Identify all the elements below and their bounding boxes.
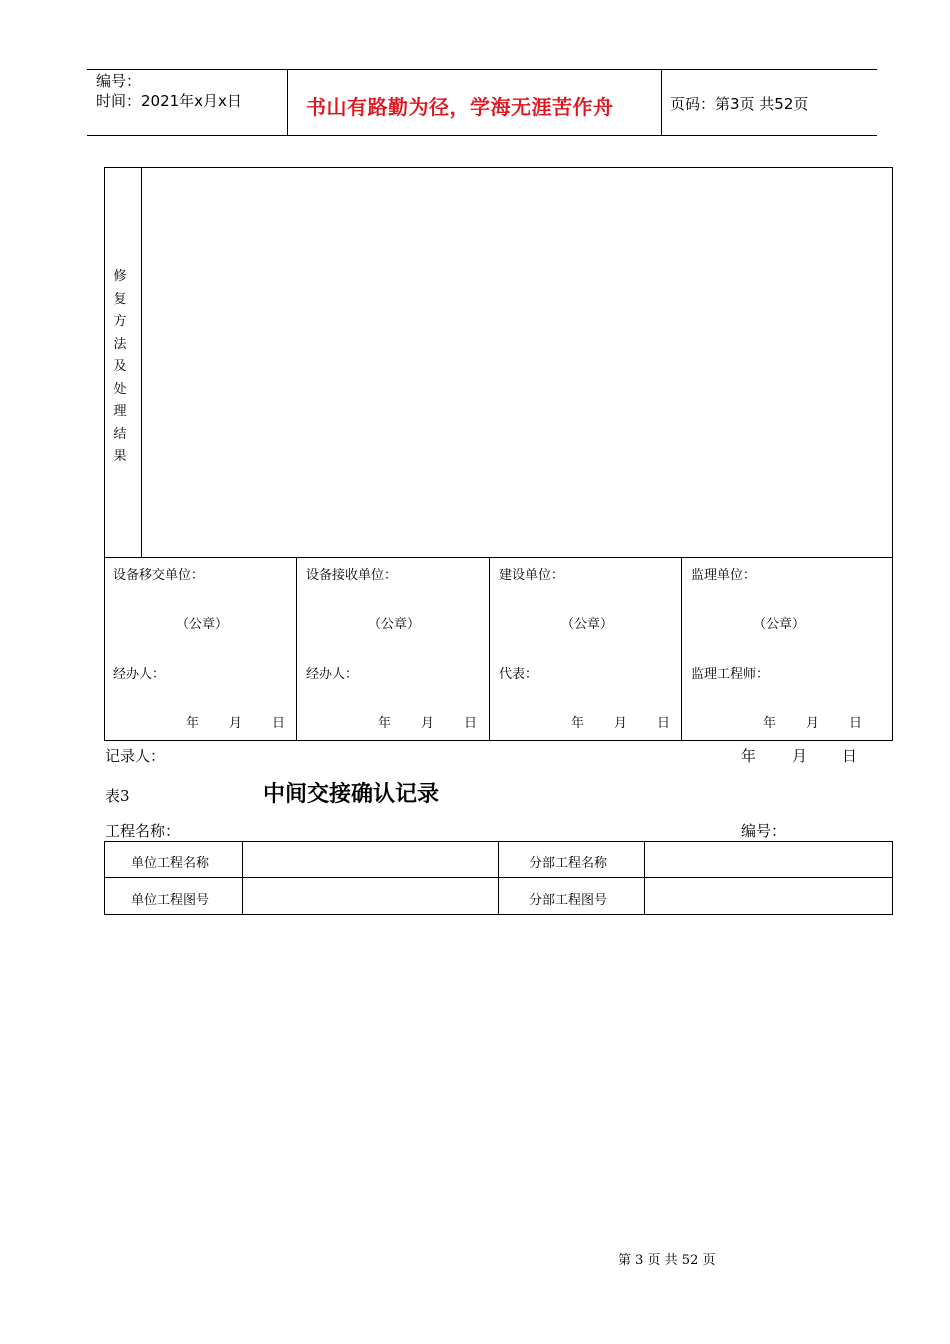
side-label-char: 法 (113, 336, 127, 352)
recorder-date-year: 年 (741, 747, 757, 765)
receiving-date-year: 年 (378, 716, 392, 731)
signature-row-divider (104, 557, 893, 558)
receiving-signer-label: 经办人： (306, 667, 359, 682)
section-title: 中间交接确认记录 (263, 782, 440, 807)
construction-date-month: 月 (614, 716, 628, 731)
handover-seal: （公章） (176, 617, 229, 632)
handover-signer-label: 经办人： (113, 667, 166, 682)
receiving-unit-label: 设备接收单位： (306, 568, 398, 583)
header-page-label: 页码：第3页 共52页 (670, 95, 809, 113)
construction-signer-label: 代表： (499, 667, 539, 682)
header-bottom-rule (87, 135, 877, 136)
supervision-date-month: 月 (806, 716, 820, 731)
signature-col-divider-2 (489, 557, 490, 741)
page-footer-number: 第 3 页 共 52 页 (618, 1253, 716, 1268)
side-label-char: 理 (113, 404, 127, 419)
project-name-label: 工程名称： (105, 822, 181, 840)
recorder-label: 记录人： (105, 747, 166, 765)
supervision-signer-label: 监理工程师： (691, 667, 770, 682)
header-time-label: 时间：2021年x月x日 (96, 92, 242, 110)
handover-date-month: 月 (229, 716, 243, 731)
construction-seal: （公章） (561, 617, 614, 632)
construction-date-day: 日 (657, 716, 671, 731)
info-col-divider-3 (644, 841, 645, 915)
receiving-seal: （公章） (368, 617, 421, 632)
recorder-date-day: 日 (842, 747, 858, 765)
signature-col-divider-3 (681, 557, 682, 741)
side-label-char: 修 (113, 269, 127, 284)
supervision-seal: （公章） (753, 617, 806, 632)
recorder-date-month: 月 (792, 747, 808, 765)
sub-project-name-label: 分部工程名称 (529, 856, 608, 871)
sub-project-drawing-label: 分部工程图号 (529, 893, 608, 908)
receiving-date-day: 日 (464, 716, 478, 731)
header-divider-left (287, 69, 288, 136)
unit-project-name-label: 单位工程名称 (131, 856, 210, 871)
side-label-char: 处 (113, 381, 127, 397)
header-top-rule (87, 69, 877, 70)
receiving-date-month: 月 (421, 716, 435, 731)
signature-col-divider-1 (296, 557, 297, 741)
handover-date-day: 日 (272, 716, 286, 731)
side-label-char: 结 (113, 426, 127, 442)
info-col-divider-2 (498, 841, 499, 915)
side-label-char: 及 (113, 359, 127, 374)
handover-date-year: 年 (186, 716, 200, 731)
side-label-char: 复 (113, 291, 127, 307)
info-col-divider-1 (242, 841, 243, 915)
sub-project-name-field[interactable] (650, 852, 886, 872)
unit-project-name-field[interactable] (248, 852, 492, 872)
supervision-date-year: 年 (763, 716, 777, 731)
side-label-char: 方 (113, 314, 127, 329)
construction-date-year: 年 (571, 716, 585, 731)
supervision-unit-label: 监理单位： (691, 568, 757, 583)
handover-unit-label: 设备移交单位： (113, 568, 205, 583)
header-divider-right (661, 69, 662, 136)
construction-unit-label: 建设单位： (499, 568, 565, 583)
supervision-date-day: 日 (849, 716, 863, 731)
side-label-char: 果 (113, 449, 127, 464)
sub-project-drawing-field[interactable] (650, 889, 886, 909)
repair-content-area[interactable] (142, 168, 892, 557)
unit-project-drawing-field[interactable] (248, 889, 492, 909)
header-motto: 书山有路勤为径，学海无涯苦作舟 (306, 95, 614, 119)
repair-method-result-label (112, 266, 128, 469)
table-number: 表3 (105, 787, 130, 805)
header-number-label: 编号： (96, 72, 142, 90)
unit-project-drawing-label: 单位工程图号 (131, 893, 210, 908)
record-number-label: 编号： (741, 822, 787, 840)
